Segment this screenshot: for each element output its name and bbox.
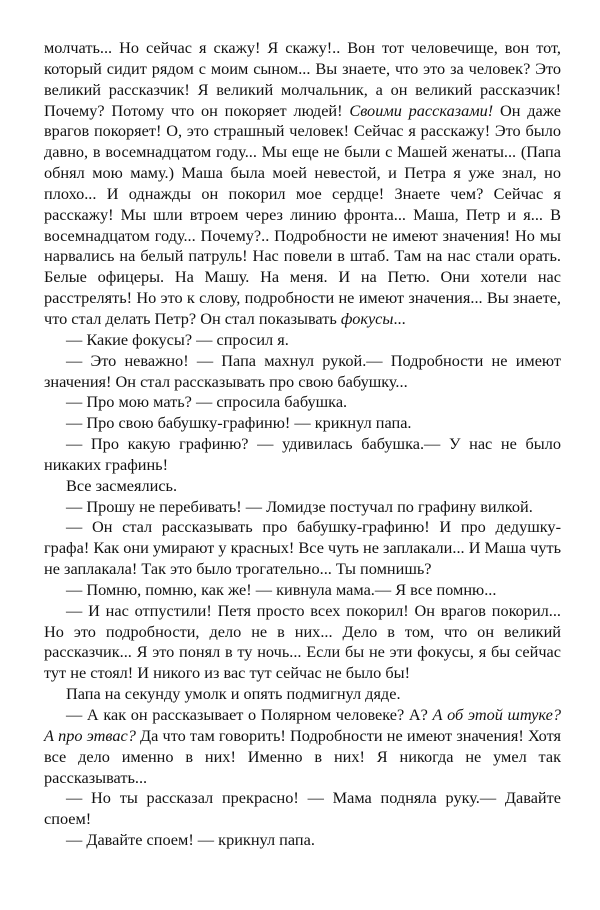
page-text bbox=[44, 38, 561, 851]
text-run: — И нас отпустили! Петя просто всех покорил! Он врагов покорил... Но это подробности, дело не в них... Дело в том, что он великий рассказчик... Я это понял в ту ночь... Если бы не эти фокусы, я бы сейчас тут не стоял! И никого из вас тут сейчас не было бы! bbox=[44, 600, 561, 683]
text-run: — Прошу не перебивать! — Ломидзе постучал по графину вилкой. bbox=[66, 496, 533, 516]
italic-text-run: фокусы bbox=[340, 308, 394, 328]
text-run: — Какие фокусы? — спросил я. bbox=[66, 329, 289, 349]
text-run: Он даже врагов покоряет! О, это страшный человек! Сейчас я расскажу! Это было давно, в восемнадцатом году... Мы еще не были с Машей женаты... (Папа обнял мою маму.) Маша была моей невестой, и Петра я уже знал, но плохо... И однажды он покорил мое сердце! Знаете чем? Сейчас я расскажу! Мы шли втроем через линию фронта... Маша, Петр и я... В восемнадцатом году... Почему?.. Подробности не имеют значения! Но мы нарвались на белый патруль! Нас повели в штаб. Там на нас стали орать. Белые офицеры. На Машу. На меня. И на Петю. Они хотели нас расстрелять! Но это к слову, подробности не имеют значения... Вы знаете, что стал делать Петр? Он стал показывать bbox=[44, 100, 561, 328]
text-run: — Давайте споем! — крикнул папа. bbox=[66, 830, 315, 850]
text-run: — Он стал рассказывать про бабушку-графиню! И про дедушку-графа! Как они умирают у красных! Все чуть не заплакали... И Маша чуть не заплакала! Так это было трогательно... Ты помнишь? bbox=[44, 517, 561, 579]
text-run: Да что там говорить! Подробности не имеют значения! Хотя все дело именно в них! Именно в них! Я никогда не умел так рассказывать... bbox=[44, 725, 561, 787]
paragraph bbox=[44, 705, 561, 788]
text-run: Все засмеялись. bbox=[66, 475, 178, 495]
paragraph bbox=[44, 434, 561, 476]
paragraph bbox=[44, 392, 561, 413]
text-run: молчать... Но сейчас я скажу! Я скажу!.. Вон тот человечище, вон тот, который сидит рядом с моим сыном... Вы знаете, что это за человек? Это великий рассказчик! Я великий молчальник, а он великий рассказчик! Почему? Потому что он покоряет людей! bbox=[44, 38, 561, 120]
paragraph bbox=[44, 684, 561, 705]
italic-text-run: А об этой штуке? А про этвас? bbox=[44, 705, 561, 745]
paragraph bbox=[44, 601, 561, 684]
paragraph bbox=[44, 830, 561, 851]
text-run: ... bbox=[393, 308, 406, 328]
paragraph bbox=[44, 497, 561, 518]
paragraph bbox=[44, 330, 561, 351]
text-run: — Про какую графиню? — удивилась бабушка.— У нас не было никаких графинь! bbox=[44, 434, 561, 474]
paragraph bbox=[44, 476, 561, 497]
text-run: — Помню, помню, как же! — кивнула мама.— Я все помню... bbox=[66, 579, 497, 599]
paragraph bbox=[44, 788, 561, 830]
paragraph bbox=[44, 517, 561, 580]
text-run: — Про свою бабушку-графиню! — крикнул папа. bbox=[66, 413, 412, 433]
italic-text-run: Своими рассказами! bbox=[349, 100, 494, 120]
text-run: — А как он рассказывает о Полярном человеке? А? bbox=[66, 705, 433, 724]
text-run: — Про мою мать? — спросила бабушка. bbox=[66, 392, 348, 412]
text-run: — Это неважно! — Папа махнул рукой.— Подробности не имеют значения! Он стал рассказывать про свою бабушку... bbox=[44, 350, 561, 391]
paragraph bbox=[44, 38, 561, 330]
paragraph bbox=[44, 580, 561, 601]
paragraph bbox=[44, 413, 561, 434]
text-run: — Но ты рассказал прекрасно! — Мама подняла руку.— Давайте споем! bbox=[44, 788, 561, 829]
paragraph bbox=[44, 351, 561, 393]
text-run: Папа на секунду умолк и опять подмигнул дяде. bbox=[66, 684, 401, 704]
